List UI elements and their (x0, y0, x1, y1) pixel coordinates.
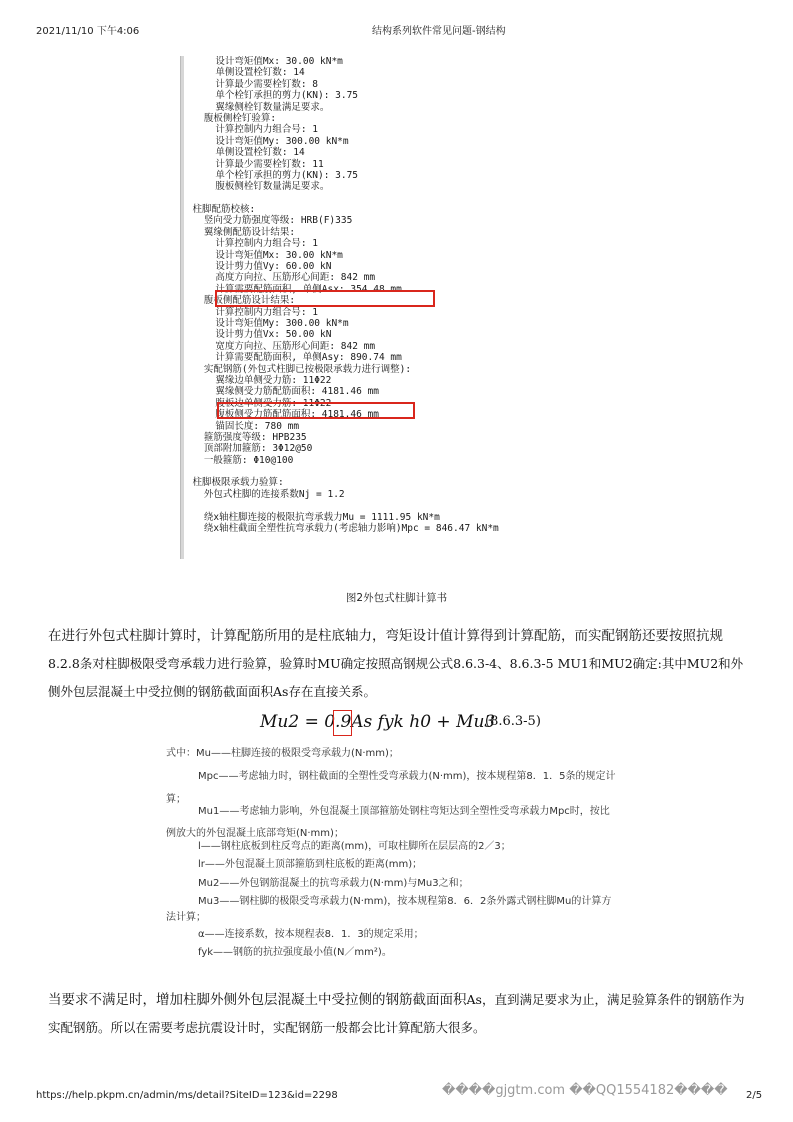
paragraph-2-text-a: 当要求不满足时，增加柱脚外侧外包层混凝土中受拉侧的钢筋截面面积 (48, 992, 467, 1008)
output-line: 高度方向拉、压筋形心间距: 842 mm (181, 272, 376, 284)
output-line: 一般箍筋: Φ10@100 (181, 454, 294, 466)
software-output-screenshot (180, 56, 601, 559)
page-title: 结构系列软件常见问题-钢结构 (372, 26, 506, 37)
output-line: 绕x轴柱脚连接的极限抗弯承载力Mu = 1111.95 kN*m (181, 511, 440, 523)
formula-number: (8.6.3-5) (485, 714, 541, 729)
paragraph-1-text-b: 8.2.8条对柱脚极限受弯承载力进行验算，验算时MU确定按照高钢规公式8.6.3-4、8.6.3-5 MU1和MU2确定:其中MU2和外侧外包层混凝土中受拉侧的钢筋截面面积As存在直接关系。 (48, 656, 744, 699)
formula-line: fyk——钢筋的抗拉强度最小值(N／mm²)。 (198, 947, 392, 958)
output-line: 翼缘侧受力筋配筋面积: 4181.46 mm (181, 386, 379, 398)
formula-line: 式中：Mu——柱脚连接的极限受弯承载力(N·mm)； (166, 748, 399, 759)
paragraph-2 (48, 986, 748, 1042)
output-line: 实配钢筋(外包式柱脚已按极限承载力进行调整): (181, 363, 412, 375)
output-line: 腹板边单侧受力筋: 11Φ22 (181, 397, 332, 409)
formula-line: 例放大的外包混凝土底部弯矩(N·mm)； (166, 828, 344, 839)
output-line: 单个栓钉承担的剪力(KN): 3.75 (181, 169, 359, 181)
formula-line: α——连接系数，按本规程表8．1．3的规定采用； (198, 929, 424, 940)
output-line (181, 466, 499, 477)
output-line (181, 500, 499, 511)
output-line: 外包式柱脚的连接系数Nj = 1.2 (181, 488, 345, 500)
output-line: 计算控制内力组合号: 1 (181, 306, 318, 318)
output-line: 翼缘侧配筋设计结果: (181, 226, 296, 238)
output-line: 腹板侧受力筋配筋面积: 4181.46 mm (181, 409, 379, 421)
formula-line: Mpc——考虑轴力时，钢柱截面的全塑性受弯承载力(N·mm)，按本规程第8．1．5条的规定计 (198, 771, 616, 782)
figure-caption: 图2外包式柱脚计算书 (345, 592, 448, 604)
output-line: 顶部附加箍筋: 3Φ12@50 (181, 443, 313, 455)
output-line: 设计弯矩值My: 300.00 kN*m (181, 135, 349, 147)
formula-line: 算； (166, 794, 186, 805)
output-line: 设计弯矩值Mx: 30.00 kN*m (181, 249, 343, 261)
output-line (181, 193, 499, 204)
paragraph-1-text-a: 在进行外包式柱脚计算时，计算配筋所用的是柱底轴力，弯矩设计值计算得到计算配筋，而实配钢筋还要按照抗规 (48, 628, 723, 644)
formula-line: lr——外包混凝土顶部箍筋到柱底板的距离(mm)； (198, 859, 423, 870)
print-datetime: 2021/11/10 下午4:06 (36, 26, 140, 37)
paragraph-2-text-b: As，直到满足要求为止，满足验算条件的钢筋作为实配钢筋。所以在需要考虑抗震设计时，实配钢筋一般都会比计算配筋大很多。 (48, 992, 745, 1035)
formula-line: l——钢柱底板到柱反弯点的距离(mm)，可取柱脚所在层层高的2／3； (198, 841, 511, 852)
output-line: 设计弯矩值My: 300.00 kN*m (181, 317, 349, 329)
output-line: 竖向受力筋强度等级: HRB(F)335 (181, 215, 353, 227)
formula-line: Mu3——钢柱脚的极限受弯承载力(N·mm)，按本规程第8．6．2条外露式钢柱脚Mu的计算方 (198, 896, 612, 907)
output-line: 绕x轴柱截面全塑性抗弯承载力(考虑轴力影响)Mpc = 846.47 kN*m (181, 523, 499, 535)
paragraph-1 (48, 622, 748, 706)
output-line: 计算控制内力组合号: 1 (181, 124, 318, 136)
output-line: 锚固长度: 780 mm (181, 420, 300, 432)
output-line: 腹板侧栓钉验算: (181, 112, 277, 124)
output-line: 腹板侧栓钉数量满足要求。 (181, 181, 330, 193)
highlight-box-asx (215, 290, 435, 307)
output-line: 单个栓钉承担的剪力(KN): 3.75 (181, 90, 359, 102)
output-line: 柱脚极限承载力验算: (181, 477, 284, 489)
output-line: 设计弯矩值Mx: 30.00 kN*m (181, 56, 343, 67)
formula-line: 法计算； (166, 912, 206, 923)
output-line: 计算需要配筋面积, 单侧Asy: 890.74 mm (181, 352, 402, 364)
page-number: 2/5 (746, 1090, 763, 1101)
output-line: 翼缘边单侧受力筋: 11Φ22 (181, 374, 332, 386)
output-line: 箍筋强度等级: HPB235 (181, 431, 307, 443)
formula-equation: Mu2 = 0.9As fyk h0 + Mu3 (260, 712, 496, 732)
output-line: 计算控制内力组合号: 1 (181, 238, 318, 250)
footer-url: https://help.pkpm.cn/admin/ms/detail?SiteID=123&id=2298 (36, 1090, 338, 1101)
output-line: 腹板侧配筋设计结果: (181, 295, 296, 307)
output-line: 单侧设置栓钉数: 14 (181, 147, 305, 159)
highlight-box-as (333, 710, 352, 736)
output-line: 计算最少需要栓钉数: 8 (181, 78, 318, 90)
watermark: ����gjgtm.com ��QQ1554182���� (442, 1083, 728, 1098)
output-line: 单侧设置栓钉数: 14 (181, 67, 305, 79)
formula-image (160, 700, 660, 958)
output-line: 计算需要配筋面积, 单侧Asx: 354.48 mm (181, 283, 402, 295)
output-line: 设计剪力值Vy: 60.00 kN (181, 261, 332, 273)
output-line: 翼缘侧栓钉数量满足要求。 (181, 101, 330, 113)
formula-line: Mu2——外包钢筋混凝土的抗弯承载力(N·mm)与Mu3之和； (198, 878, 469, 889)
output-line: 宽度方向拉、压筋形心间距: 842 mm (181, 340, 376, 352)
formula-line: Mu1——考虑轴力影响，外包混凝土顶部箍筋处钢柱弯矩达到全塑性受弯承载力Mpc时，按比 (198, 806, 610, 817)
output-line: 计算最少需要栓钉数: 11 (181, 158, 324, 170)
highlight-box-flange-area (217, 402, 415, 419)
output-line: 柱脚配筋校核: (181, 204, 256, 216)
output-line: 设计剪力值Vx: 50.00 kN (181, 329, 332, 341)
